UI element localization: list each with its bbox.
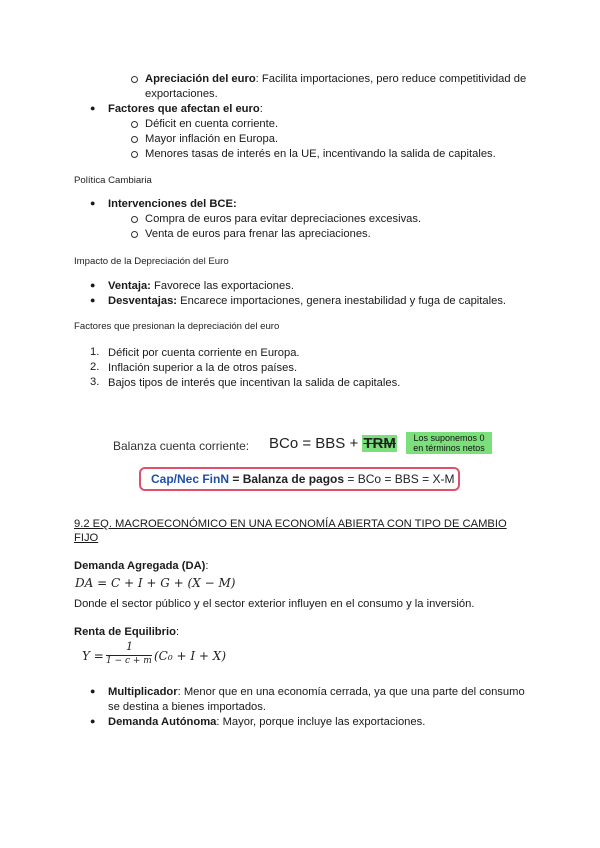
disc-bullet-icon: ● xyxy=(90,103,96,113)
renta-y: Y = xyxy=(82,649,104,663)
balanza-pagos-box xyxy=(139,467,460,491)
circle-bullet-icon xyxy=(131,151,138,158)
factores-term: Factores que afectan el euro xyxy=(108,103,260,115)
disc-bullet-icon: ● xyxy=(90,198,96,208)
demanda-autonoma-item xyxy=(108,715,425,729)
section-title-line-2: FIJO xyxy=(74,532,99,544)
list-number: 1. xyxy=(90,346,100,358)
renta-numerator: 1 xyxy=(126,640,133,653)
demanda-autonoma-term: Demanda Autónoma xyxy=(108,716,217,728)
factores-subitem: Mayor inflación en Europa. xyxy=(145,133,279,145)
list-number: 3. xyxy=(90,376,100,388)
ventaja-text: Favorece las exportaciones. xyxy=(150,280,294,292)
renta-colon: : xyxy=(175,626,180,638)
intervenciones-term: Intervenciones del BCE: xyxy=(108,198,237,210)
circle-bullet-icon xyxy=(131,231,138,238)
desventajas-term: Desventajas: xyxy=(108,295,178,307)
list-number: 2. xyxy=(90,361,100,373)
multiplicador-text: : Menor que en una economía cerrada, ya que una parte del consumo xyxy=(177,686,525,698)
circle-bullet-icon xyxy=(131,121,138,128)
circle-bullet-icon xyxy=(131,76,138,83)
demanda-colon: : xyxy=(205,560,209,572)
presionan-item: Bajos tipos de interés que incentivan la salida de capitales. xyxy=(108,377,401,389)
disc-bullet-icon: ● xyxy=(90,716,96,726)
note-box xyxy=(406,432,492,454)
ventaja-item xyxy=(108,279,294,293)
balanza-label: Balanza cuenta corriente: xyxy=(113,439,250,453)
demanda-label xyxy=(74,559,208,573)
demanda-desc: Donde el sector público y el sector exterior influyen en el consumo y la inversión. xyxy=(74,598,475,610)
multiplicador-item xyxy=(108,685,525,699)
intervenciones-subitem: Compra de euros para evitar depreciaciones excesivas. xyxy=(145,213,422,225)
bco-eq-text: BCo = BBS + xyxy=(269,435,363,452)
factores-item xyxy=(108,102,263,116)
apreciacion-term: Apreciación del euro xyxy=(145,73,256,85)
ventaja-term: Ventaja: xyxy=(108,280,151,292)
apreciacion-item xyxy=(145,72,526,86)
factores-subitem: Menores tasas de interés en la UE, incentivando la salida de capitales. xyxy=(145,148,496,160)
note-line-1: Los suponemos 0 xyxy=(413,433,485,443)
demanda-formula: DA = C + I + G + (X − M) xyxy=(75,576,236,590)
multiplicador-term: Multiplicador xyxy=(108,686,178,698)
desventajas-item xyxy=(108,294,506,308)
section-title-line-1: 9.2 EQ. MACROECONÓMICO EN UNA ECONOMÍA ABIERTA CON TIPO DE CAMBIO xyxy=(74,518,507,530)
intervenciones-item xyxy=(108,197,237,211)
circle-bullet-icon xyxy=(131,136,138,143)
disc-bullet-icon: ● xyxy=(90,295,96,305)
pill-cap-nec: Cap/Nec FinN xyxy=(151,472,230,486)
bco-equation xyxy=(269,435,397,452)
disc-bullet-icon: ● xyxy=(90,280,96,290)
renta-term: Renta de Equilibrio xyxy=(74,626,176,638)
renta-formula xyxy=(82,640,302,670)
desventajas-text: Encarece importaciones, genera inestabilidad y fuga de capitales. xyxy=(177,295,507,307)
renta-rest: (C₀ + I + X) xyxy=(154,649,227,663)
demanda-autonoma-text: : Mayor, porque incluye las exportaciones. xyxy=(216,716,426,728)
presionan-item: Déficit por cuenta corriente en Europa. xyxy=(108,347,300,359)
politica-heading: Política Cambiaria xyxy=(74,175,152,186)
multiplicador-cont: se destina a bienes importados. xyxy=(108,701,266,713)
apreciacion-cont: exportaciones. xyxy=(145,88,218,100)
renta-label xyxy=(74,625,179,639)
intervenciones-subitem: Venta de euros para frenar las apreciaciones. xyxy=(145,228,371,240)
factores-presionan-heading: Factores que presionan la depreciación del euro xyxy=(74,321,280,332)
disc-bullet-icon: ● xyxy=(90,686,96,696)
demanda-term: Demanda Agregada (DA) xyxy=(74,560,206,572)
note-line-2: en términos netos xyxy=(413,443,485,453)
trm-struck: TRM xyxy=(363,435,396,452)
impacto-heading: Impacto de la Depreciación del Euro xyxy=(74,256,229,267)
factores-colon: : xyxy=(259,103,263,115)
presionan-item: Inflación superior a la de otros países. xyxy=(108,362,298,374)
factores-subitem: Déficit en cuenta corriente. xyxy=(145,118,279,130)
pill-rest: = BCo = BBS = X-M xyxy=(344,472,455,486)
renta-denominator: 1 − c + m xyxy=(106,656,152,666)
apreciacion-text: : Facilita importaciones, pero reduce competitividad de xyxy=(255,73,527,85)
circle-bullet-icon xyxy=(131,216,138,223)
pill-bold: = Balanza de pagos xyxy=(229,472,345,486)
